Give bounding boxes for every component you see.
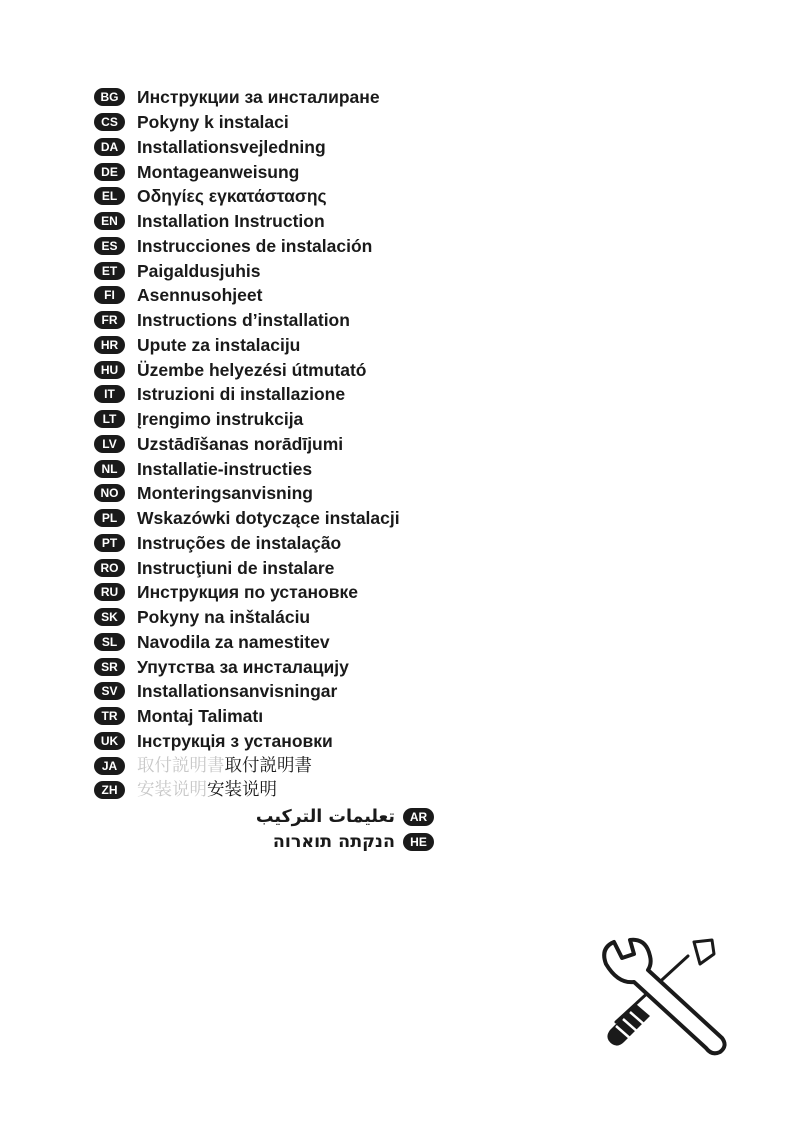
lang-title: Инструкции за инсталиране xyxy=(137,87,380,108)
lang-title: Instruções de instalação xyxy=(137,532,342,553)
lang-badge: JA xyxy=(94,757,125,775)
lang-row-es xyxy=(94,234,400,259)
lang-badge: PL xyxy=(94,509,125,527)
lang-title: Asennusohjeet xyxy=(137,285,263,306)
lang-row-de xyxy=(94,159,400,184)
lang-badge: SV xyxy=(94,682,125,700)
lang-badge: EL xyxy=(94,187,125,205)
lang-badge: ES xyxy=(94,237,125,255)
lang-title: Instrucţiuni de instalare xyxy=(137,557,335,578)
wrench-screwdriver-icon xyxy=(596,934,730,1058)
lang-title: Инструкция по установке xyxy=(137,582,358,603)
lang-row-ja xyxy=(94,753,400,778)
lang-title: Wskazówki dotyczące instalacji xyxy=(137,508,400,529)
lang-row-ru xyxy=(94,580,400,605)
lang-row-fi xyxy=(94,283,400,308)
lang-row-sk xyxy=(94,605,400,630)
lang-badge: NO xyxy=(94,484,125,502)
lang-badge: HR xyxy=(94,336,125,354)
lang-badge: HU xyxy=(94,361,125,379)
lang-title: Інструкція з установки xyxy=(137,730,333,751)
lang-title: Uzstādīšanas norādījumi xyxy=(137,433,344,454)
lang-badge: HE xyxy=(403,833,434,851)
lang-title: Istruzioni di installazione xyxy=(137,384,346,405)
lang-row-sr xyxy=(94,654,400,679)
lang-badge: DE xyxy=(94,163,125,181)
lang-title: Упутства за инсталацију xyxy=(137,656,349,677)
lang-title: Instrucciones de instalación xyxy=(137,235,373,256)
lang-title-ghost: 安装说明 xyxy=(137,780,207,801)
lang-badge: SK xyxy=(94,608,125,626)
lang-title: Montageanweisung xyxy=(137,161,300,182)
lang-row-en xyxy=(94,209,400,234)
screwdriver-tip xyxy=(694,940,714,964)
lang-badge: UK xyxy=(94,732,125,750)
lang-row-uk xyxy=(94,729,400,754)
lang-row-lt xyxy=(94,407,400,432)
lang-badge: SL xyxy=(94,633,125,651)
lang-row-bg xyxy=(94,85,400,110)
lang-row-ar xyxy=(200,805,434,830)
lang-row-cs xyxy=(94,110,400,135)
lang-badge: RU xyxy=(94,583,125,601)
rtl-language-list xyxy=(200,805,434,855)
lang-badge: ET xyxy=(94,262,125,280)
lang-title: Instructions d’installation xyxy=(137,310,350,331)
lang-row-he xyxy=(200,830,434,855)
lang-title: تعليمات التركيب xyxy=(255,807,395,828)
lang-title: Monteringsanvisning xyxy=(137,483,313,504)
lang-title: Installation Instruction xyxy=(137,211,325,232)
lang-badge: BG xyxy=(94,88,125,106)
lang-title: Pokyny k instalaci xyxy=(137,112,289,133)
lang-row-zh xyxy=(94,778,400,803)
lang-badge: LV xyxy=(94,435,125,453)
lang-badge: LT xyxy=(94,410,125,428)
lang-title: Navodila za namestitev xyxy=(137,631,330,652)
lang-row-et xyxy=(94,258,400,283)
lang-badge: PT xyxy=(94,534,125,552)
lang-row-hu xyxy=(94,357,400,382)
lang-badge: AR xyxy=(403,808,434,826)
lang-title: Įrengimo instrukcija xyxy=(137,409,304,430)
lang-title xyxy=(137,780,277,800)
lang-row-tr xyxy=(94,704,400,729)
lang-row-nl xyxy=(94,456,400,481)
lang-badge: CS xyxy=(94,113,125,131)
lang-badge: RO xyxy=(94,559,125,577)
lang-title: Paigaldusjuhis xyxy=(137,260,261,281)
lang-badge: SR xyxy=(94,658,125,676)
lang-title-ghost: 取付説明書 xyxy=(137,755,225,776)
lang-title: Οδηγίες εγκατάστασης xyxy=(137,186,327,207)
lang-row-lv xyxy=(94,432,400,457)
lang-badge: DA xyxy=(94,138,125,156)
lang-title: Montaj Talimatı xyxy=(137,706,264,727)
lang-title xyxy=(137,756,312,776)
lang-row-el xyxy=(94,184,400,209)
lang-title: Üzembe helyezési útmutató xyxy=(137,359,367,380)
lang-badge: FI xyxy=(94,286,125,304)
lang-row-sv xyxy=(94,679,400,704)
lang-row-sl xyxy=(94,630,400,655)
lang-row-pt xyxy=(94,531,400,556)
lang-row-no xyxy=(94,481,400,506)
lang-title-main: 取付説明書 xyxy=(224,755,312,776)
lang-row-hr xyxy=(94,333,400,358)
lang-title: Installationsanvisningar xyxy=(137,681,338,702)
lang-title: הנקתה תוארוה xyxy=(272,832,395,853)
lang-title: Pokyny na inštaláciu xyxy=(137,607,311,628)
lang-row-ro xyxy=(94,555,400,580)
lang-badge: IT xyxy=(94,385,125,403)
lang-row-it xyxy=(94,382,400,407)
lang-badge: ZH xyxy=(94,781,125,799)
lang-badge: NL xyxy=(94,460,125,478)
lang-title: Installatie-instructies xyxy=(137,458,313,479)
lang-badge: TR xyxy=(94,707,125,725)
lang-row-da xyxy=(94,135,400,160)
lang-badge: FR xyxy=(94,311,125,329)
lang-badge: EN xyxy=(94,212,125,230)
lang-title: Upute za instalaciju xyxy=(137,334,301,355)
language-list xyxy=(94,85,400,803)
lang-row-pl xyxy=(94,506,400,531)
lang-title-main: 安装说明 xyxy=(207,780,277,801)
lang-title: Installationsvejledning xyxy=(137,136,326,157)
lang-row-fr xyxy=(94,308,400,333)
